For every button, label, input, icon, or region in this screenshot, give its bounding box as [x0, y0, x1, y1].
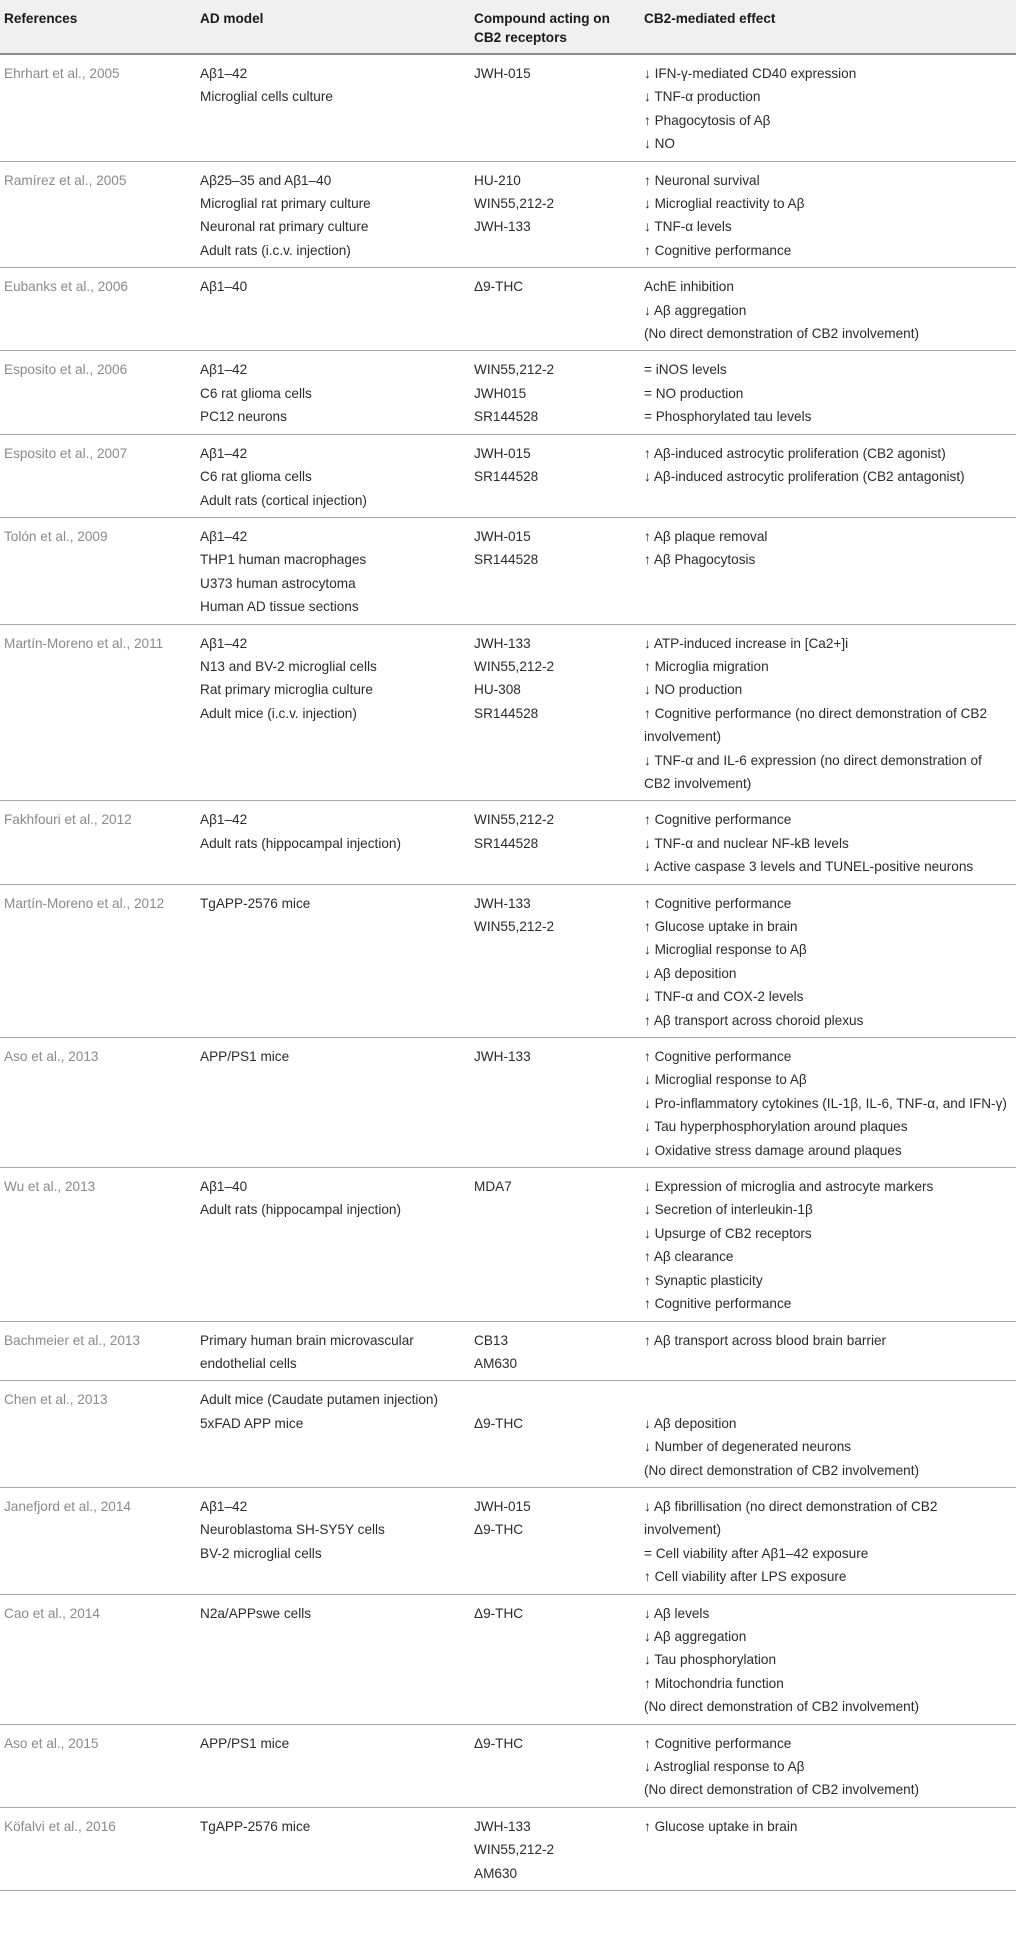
effect-line [644, 1388, 1010, 1411]
ad-model-line: Neuroblastoma SH-SY5Y cells [200, 1522, 385, 1538]
ad-model-cell [196, 517, 470, 624]
ad-model-line: THP1 human macrophages [200, 552, 367, 568]
ad-model-line: Aβ1–40 [200, 1179, 248, 1195]
ad-model-line: TgAPP-2576 mice [200, 1818, 311, 1834]
compound-line: MDA7 [474, 1179, 512, 1195]
ad-model-line: Human AD tissue sections [200, 599, 359, 615]
ad-model-cell [196, 1168, 470, 1321]
effect-cell [640, 268, 1016, 351]
compound-cell [470, 351, 640, 434]
effect-line: ↑ Cognitive performance [644, 812, 792, 828]
ad-model-line: Aβ1–42 [200, 66, 248, 81]
reference-cell [0, 1724, 196, 1807]
effect-line: = Phosphorylated tau levels [644, 409, 812, 425]
compound-line: JWH-133 [474, 635, 531, 651]
ad-model-line: Neuronal rat primary culture [200, 219, 369, 235]
compound-cell [470, 161, 640, 268]
reference-cell [0, 1038, 196, 1168]
effect-cell [640, 1321, 1016, 1381]
ad-model-line: Aβ1–42 [200, 362, 248, 378]
ad-model-line: Aβ1–42 [200, 812, 248, 828]
table-row [0, 351, 1016, 434]
effect-line: ↓ Aβ deposition [644, 965, 737, 981]
compound-cell [470, 801, 640, 884]
reference-cell [0, 1321, 196, 1381]
effect-line: ↓ IFN-γ-mediated CD40 expression [644, 66, 857, 81]
effect-line: ↓ Microglial response to Aβ [644, 1072, 807, 1088]
effect-line: ↑ Aβ-induced astrocytic proliferation (CB2 agonist) [644, 445, 946, 461]
reference-cell [0, 434, 196, 517]
reference-text: Chen et al., 2013 [4, 1392, 108, 1408]
compound-line: WIN55,212-2 [474, 362, 555, 378]
compound-line: JWH-133 [474, 895, 531, 911]
ad-model-line: 5xFAD APP mice [200, 1415, 304, 1431]
table-row [0, 54, 1016, 161]
effect-line: ↓ Microglial reactivity to Aβ [644, 196, 805, 212]
effect-line: ↓ ATP-induced increase in [Ca2+]i [644, 635, 849, 651]
effect-line: ↑ Mitochondria function [644, 1675, 784, 1691]
compound-cell [470, 434, 640, 517]
compound-line: Δ9-THC [474, 1605, 524, 1621]
table-row [0, 884, 1016, 1037]
effect-line: ↓ TNF-α and nuclear NF-kB levels [644, 835, 849, 851]
compound-cell [470, 517, 640, 624]
effect-line: ↓ NO [644, 136, 675, 152]
ad-model-line: Microglial rat primary culture [200, 196, 371, 212]
effect-line: ↑ Aβ plaque removal [644, 528, 768, 544]
compound-line: SR144528 [474, 835, 539, 851]
table-row [0, 517, 1016, 624]
effect-cell [640, 801, 1016, 884]
effect-line: = Cell viability after Aβ1–42 exposure [644, 1545, 869, 1561]
compound-line: Δ9-THC [474, 279, 524, 295]
effect-line: (No direct demonstration of CB2 involvement) [644, 1699, 920, 1715]
header-row [0, 0, 1016, 54]
ad-model-cell [196, 1807, 470, 1890]
effect-line: ↑ Cell viability after LPS exposure [644, 1569, 847, 1585]
compound-cell [470, 1321, 640, 1381]
ad-model-line: N13 and BV-2 microglial cells [200, 658, 377, 674]
compound-line: SR144528 [474, 705, 539, 721]
header-effect: CB2-mediated effect [640, 0, 1016, 54]
effect-line: ↓ Expression of microglia and astrocyte markers [644, 1179, 934, 1195]
reference-cell [0, 268, 196, 351]
effect-line: ↑ Microglia migration [644, 658, 769, 674]
reference-cell [0, 624, 196, 801]
effect-cell [640, 1724, 1016, 1807]
ad-model-cell [196, 1487, 470, 1594]
ad-model-cell [196, 1381, 470, 1488]
ad-model-line: Aβ1–42 [200, 1498, 248, 1514]
effect-line: ↓ Upsurge of CB2 receptors [644, 1225, 812, 1241]
header-compound: Compound acting on CB2 receptors [470, 0, 640, 54]
table-row [0, 268, 1016, 351]
table-row [0, 1038, 1016, 1168]
effect-line: = iNOS levels [644, 362, 727, 378]
compound-line: WIN55,212-2 [474, 196, 555, 212]
ad-model-line: PC12 neurons [200, 409, 287, 425]
effect-cell [640, 351, 1016, 434]
reference-text: Wu et al., 2013 [4, 1179, 96, 1195]
reference-cell [0, 1807, 196, 1890]
table-row [0, 1487, 1016, 1594]
reference-cell [0, 884, 196, 1037]
compound-line: JWH-133 [474, 1049, 531, 1065]
ad-model-line: Microglial cells culture [200, 89, 333, 105]
effect-cell [640, 1487, 1016, 1594]
compound-line: SR144528 [474, 409, 539, 425]
ad-model-line: Adult rats (hippocampal injection) [200, 835, 401, 851]
compound-line: WIN55,212-2 [474, 919, 555, 934]
ad-model-line: Aβ1–42 [200, 528, 248, 544]
ad-model-line: U373 human astrocytoma [200, 575, 356, 591]
compound-cell [470, 884, 640, 1037]
table-row [0, 1381, 1016, 1488]
header-ad-model: AD model [196, 0, 470, 54]
effect-line: ↓ Oxidative stress damage around plaques [644, 1142, 902, 1158]
effect-line: ↑ Cognitive performance [644, 895, 792, 911]
reference-text: Köfalvi et al., 2016 [4, 1818, 116, 1834]
effect-line: ↓ TNF-α and IL-6 expression (no direct demonstration of CB2 involvement) [644, 752, 982, 791]
compound-line: JWH-015 [474, 528, 531, 544]
table-row [0, 1807, 1016, 1890]
ad-model-cell [196, 1321, 470, 1381]
effect-line: ↓ Aβ-induced astrocytic proliferation (CB2 antagonist) [644, 469, 965, 485]
table-row [0, 1594, 1016, 1724]
ad-model-cell [196, 54, 470, 161]
ad-model-cell [196, 434, 470, 517]
ad-model-line: Aβ25–35 and Aβ1–40 [200, 172, 332, 188]
table-row [0, 624, 1016, 801]
reference-text: Aso et al., 2015 [4, 1735, 99, 1751]
table-row [0, 801, 1016, 884]
effect-line: ↑ Aβ transport across blood brain barrier [644, 1332, 887, 1348]
ad-model-line: TgAPP-2576 mice [200, 895, 311, 911]
ad-model-line: Adult mice (i.c.v. injection) [200, 705, 357, 721]
effect-line: = NO production [644, 385, 744, 401]
compound-line: JWH-015 [474, 1498, 531, 1514]
effect-line: ↑ Cognitive performance [644, 1049, 792, 1065]
compound-line: HU-210 [474, 172, 521, 188]
effect-line: ↑ Glucose uptake in brain [644, 1818, 798, 1834]
compound-cell [470, 268, 640, 351]
effect-line: ↓ Aβ deposition [644, 1415, 737, 1431]
reference-cell [0, 1594, 196, 1724]
effect-line: ↑ Cognitive performance [644, 1296, 792, 1312]
reference-text: Eubanks et al., 2006 [4, 279, 128, 295]
compound-line: JWH-133 [474, 1818, 531, 1834]
ad-model-line: Adult rats (i.c.v. injection) [200, 242, 351, 258]
compound-cell [470, 1594, 640, 1724]
ad-model-cell [196, 1038, 470, 1168]
ad-model-line: APP/PS1 mice [200, 1049, 290, 1065]
ad-model-line: Adult rats (hippocampal injection) [200, 1202, 401, 1218]
effect-line: ↓ Secretion of interleukin-1β [644, 1202, 813, 1218]
compound-line: JWH-015 [474, 66, 531, 81]
reference-text: Fakhfouri et al., 2012 [4, 812, 132, 828]
compound-cell [470, 624, 640, 801]
effect-line: (No direct demonstration of CB2 involvement) [644, 326, 920, 342]
reference-text: Ramírez et al., 2005 [4, 172, 127, 188]
reference-text: Tolón et al., 2009 [4, 528, 108, 544]
compound-line: SR144528 [474, 552, 539, 568]
effect-cell [640, 1168, 1016, 1321]
ad-model-cell [196, 1594, 470, 1724]
ad-model-line: Aβ1–42 [200, 635, 248, 651]
ad-model-cell [196, 1724, 470, 1807]
effect-line: ↓ TNF-α production [644, 89, 761, 105]
compound-line: JWH-015 [474, 445, 531, 461]
effect-cell [640, 54, 1016, 161]
compound-line: Δ9-THC [474, 1735, 524, 1751]
ad-model-cell [196, 801, 470, 884]
effect-cell [640, 1381, 1016, 1488]
effect-line: ↓ Aβ fibrillisation (no direct demonstration of CB2 involvement) [644, 1498, 938, 1538]
ad-model-line: N2a/APPswe cells [200, 1605, 312, 1621]
effect-line: ↓ Astroglial response to Aβ [644, 1759, 805, 1774]
reference-text: Martín-Moreno et al., 2012 [4, 895, 165, 911]
reference-text: Bachmeier et al., 2013 [4, 1332, 141, 1348]
effect-cell [640, 1038, 1016, 1168]
effect-line: ↑ Aβ Phagocytosis [644, 552, 756, 568]
effect-line: ↓ Number of degenerated neurons [644, 1439, 852, 1455]
compound-line: WIN55,212-2 [474, 1842, 555, 1858]
compound-cell [470, 1807, 640, 1890]
compound-line: JWH015 [474, 385, 527, 401]
ad-model-line: Primary human brain microvascular [200, 1332, 414, 1348]
effect-line: (No direct demonstration of CB2 involvement) [644, 1462, 920, 1478]
compound-line [474, 1388, 634, 1411]
effect-line: ↑ Synaptic plasticity [644, 1272, 763, 1288]
ad-model-cell [196, 351, 470, 434]
compound-line: SR144528 [474, 469, 539, 485]
effect-line: ↓ Aβ levels [644, 1605, 710, 1621]
effect-line: ↓ NO production [644, 682, 743, 698]
effect-cell [640, 517, 1016, 624]
reference-cell [0, 801, 196, 884]
effect-line: (No direct demonstration of CB2 involvement) [644, 1782, 920, 1798]
ad-model-line: C6 rat glioma cells [200, 385, 312, 401]
compound-cell [470, 1038, 640, 1168]
table-row [0, 434, 1016, 517]
compound-line: AM630 [474, 1865, 518, 1881]
ad-model-cell [196, 268, 470, 351]
reference-cell [0, 517, 196, 624]
reference-cell [0, 1381, 196, 1488]
effect-line: ↓ Aβ aggregation [644, 1628, 747, 1644]
effect-line: ↑ Phagocytosis of Aβ [644, 112, 771, 128]
compound-cell [470, 1724, 640, 1807]
reference-text: Cao et al., 2014 [4, 1605, 100, 1621]
reference-text: Ehrhart et al., 2005 [4, 66, 120, 81]
effect-line: ↓ Pro-inflammatory cytokines (IL-1β, IL-6, TNF-α, and IFN-γ) [644, 1095, 1007, 1111]
effect-line: ↑ Neuronal survival [644, 172, 760, 188]
ad-model-line: Aβ1–42 [200, 445, 248, 461]
table-row [0, 161, 1016, 268]
reference-text: Esposito et al., 2007 [4, 445, 128, 461]
ad-model-cell [196, 884, 470, 1037]
reference-cell [0, 351, 196, 434]
reference-text: Aso et al., 2013 [4, 1049, 99, 1065]
ad-model-line: Aβ1–40 [200, 279, 248, 295]
compound-cell [470, 1381, 640, 1488]
compound-line: WIN55,212-2 [474, 812, 555, 828]
compound-cell [470, 1487, 640, 1594]
effect-line: ↓ Tau hyperphosphorylation around plaques [644, 1119, 908, 1135]
compound-line: CB13 [474, 1332, 509, 1348]
reference-cell [0, 1168, 196, 1321]
ad-model-line: Adult mice (Caudate putamen injection) [200, 1392, 439, 1408]
compound-line: Δ9-THC [474, 1415, 524, 1431]
ad-model-cell [196, 161, 470, 268]
compound-line: WIN55,212-2 [474, 658, 555, 674]
table-header [0, 0, 1016, 54]
compound-cell [470, 1168, 640, 1321]
effect-line: ↑ Cognitive performance [644, 1735, 792, 1751]
ad-model-line: BV-2 microglial cells [200, 1545, 322, 1561]
effect-cell [640, 161, 1016, 268]
table-row [0, 1724, 1016, 1807]
ad-model-cell [196, 624, 470, 801]
ad-model-line: Rat primary microglia culture [200, 682, 373, 698]
effect-line: ↓ Tau phosphorylation [644, 1652, 777, 1668]
effect-line: ↑ Cognitive performance (no direct demonstration of CB2 involvement) [644, 705, 988, 745]
ad-model-line: APP/PS1 mice [200, 1735, 290, 1751]
effect-cell [640, 1594, 1016, 1724]
effect-line: ↓ Active caspase 3 levels and TUNEL-positive neurons [644, 859, 974, 875]
compound-line: JWH-133 [474, 219, 531, 235]
compound-line: AM630 [474, 1355, 518, 1371]
reference-cell [0, 54, 196, 161]
reference-text: Janefjord et al., 2014 [4, 1498, 131, 1514]
effect-line: ↓ TNF-α levels [644, 219, 732, 235]
effect-line: ↑ Cognitive performance [644, 242, 792, 258]
effect-line: ↓ TNF-α and COX-2 levels [644, 989, 804, 1005]
compound-cell [470, 54, 640, 161]
effect-line: ↑ Aβ clearance [644, 1249, 734, 1265]
reference-cell [0, 1487, 196, 1594]
effect-line: ↑ Glucose uptake in brain [644, 919, 798, 934]
header-references: References [0, 0, 196, 54]
table-body [0, 54, 1016, 1891]
effect-line: ↑ Aβ transport across choroid plexus [644, 1012, 864, 1028]
effect-cell [640, 624, 1016, 801]
table-row [0, 1168, 1016, 1321]
effect-line: ↓ Microglial response to Aβ [644, 942, 807, 958]
effect-cell [640, 1807, 1016, 1890]
reference-text: Martín-Moreno et al., 2011 [4, 635, 164, 651]
reference-cell [0, 161, 196, 268]
ad-model-line: endothelial cells [200, 1355, 297, 1371]
effect-line: ↓ Aβ aggregation [644, 302, 747, 318]
ad-model-line: Adult rats (cortical injection) [200, 492, 367, 508]
compound-line: HU-308 [474, 682, 521, 698]
reference-text: Esposito et al., 2006 [4, 362, 128, 378]
table-row [0, 1321, 1016, 1381]
effect-cell [640, 884, 1016, 1037]
effect-cell [640, 434, 1016, 517]
effect-line: AchE inhibition [644, 279, 734, 295]
ad-model-line: C6 rat glioma cells [200, 469, 312, 485]
compound-line: Δ9-THC [474, 1522, 524, 1538]
